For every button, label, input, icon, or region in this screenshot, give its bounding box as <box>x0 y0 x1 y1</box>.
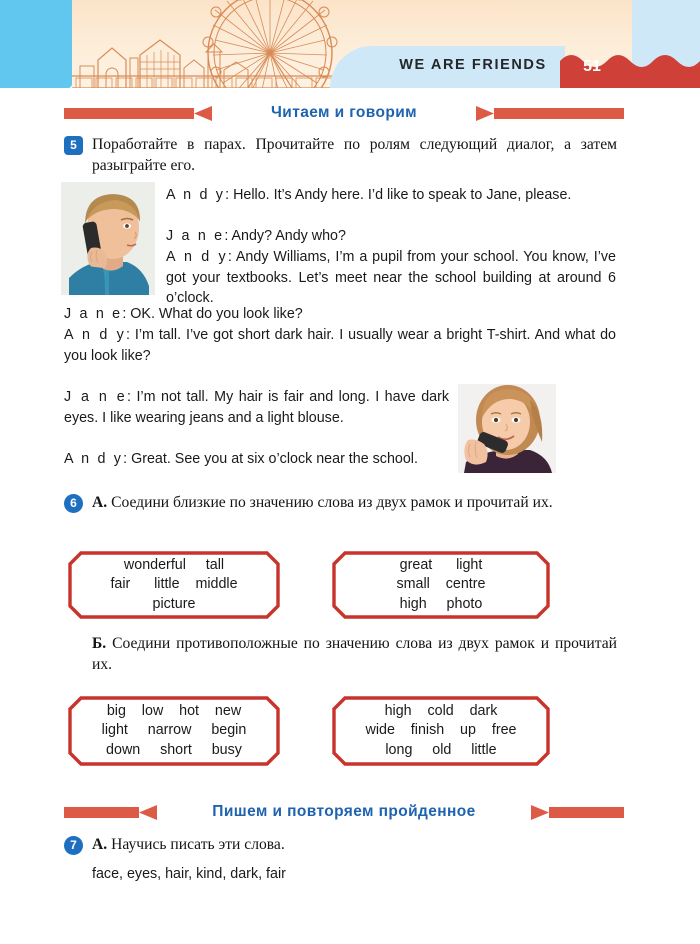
header-cyan-block <box>0 0 72 88</box>
unit-title: WE ARE FRIENDS <box>399 57 547 73</box>
word-row: big low hot new <box>106 702 242 719</box>
word-row: high cold dark <box>384 702 498 719</box>
dialogue-line-2 <box>166 226 616 247</box>
word-box-b-left[interactable] <box>68 696 280 766</box>
dialogue-text: I’m not tall. My hair is fair and long. I have dark eyes. I like wearing jeans and a light blouse. <box>64 389 449 426</box>
word-row: fair little middle <box>110 576 238 593</box>
exercise-number-5: 5 <box>64 136 83 155</box>
page-header <box>0 0 700 96</box>
exercise-number-6: 6 <box>64 494 83 513</box>
part-b-instruction-text: Соедини противоположные по значению слова из двух рамок и прочитай их. <box>92 635 617 673</box>
dialogue-colon: : <box>126 389 137 405</box>
dialogue-text: I’m tall. I’ve got short dark hair. I usually wear a bright T-shirt. And what do you look like? <box>64 327 616 364</box>
word-box-b-right-words <box>332 696 550 766</box>
word-row: long old little <box>385 741 497 758</box>
section-banner-reading <box>64 102 624 124</box>
word-box-a-left-words <box>68 551 280 619</box>
word-row: great light <box>399 556 483 573</box>
speaker-name: A n d y <box>166 187 226 203</box>
dialogue-colon: : <box>225 187 234 203</box>
section-title: Читаем и говорим <box>270 104 418 121</box>
dialogue-line-3 <box>166 247 616 309</box>
part-a-instruction-text: Соедини близкие по значению слова из двух рамок и прочитай их. <box>111 494 553 511</box>
dialogue-colon: : <box>224 228 232 244</box>
word-row: wide finish up free <box>365 722 517 739</box>
dialogue-colon: : <box>227 249 236 265</box>
word-row: down short busy <box>106 741 242 758</box>
word-box-b-left-words <box>68 696 280 766</box>
speaker-name: A n d y <box>64 451 124 467</box>
exercise-5-instruction: Поработайте в парах. Прочитайте по ролям следующий диалог, а затем разыграйте его. <box>92 136 617 174</box>
dialogue-line-4 <box>64 304 616 325</box>
speaker-name: A n d y <box>64 327 126 343</box>
part-label-a: А. <box>92 494 108 511</box>
word-row: small centre <box>396 576 486 593</box>
speaker-name: A n d y <box>166 249 228 265</box>
dialogue-text: Hello. It’s Andy here. I’d like to speak to Jane, please. <box>233 187 572 203</box>
word-row: light narrow begin <box>101 722 247 739</box>
exercise-7-instruction-text: Научись писать эти слова. <box>111 836 285 853</box>
speaker-name: J a n e <box>166 228 225 244</box>
photo-boy-on-phone <box>61 182 155 295</box>
part-label-a: А. <box>92 836 108 853</box>
photo-girl-on-phone <box>458 384 556 473</box>
dialogue-colon: : <box>123 451 132 467</box>
dialogue-line-5 <box>64 325 616 366</box>
exercise-6-part-a-instruction <box>92 492 617 513</box>
word-row: wonderful tall <box>123 556 225 573</box>
dialogue-colon: : <box>125 327 135 343</box>
exercise-number-7: 7 <box>64 836 83 855</box>
word-row: high photo <box>399 595 483 612</box>
dialogue-colon: : <box>122 306 131 322</box>
exercise-7-instruction <box>92 834 617 855</box>
speaker-name: J a n e <box>64 389 127 405</box>
word-box-a-right[interactable] <box>332 551 550 619</box>
part-label-b: Б. <box>92 635 107 652</box>
word-box-b-right[interactable] <box>332 696 550 766</box>
word-row: picture <box>152 595 196 612</box>
word-box-a-left[interactable] <box>68 551 280 619</box>
dialogue-text: Andy? Andy who? <box>231 228 346 244</box>
dialogue-line-6 <box>64 387 449 428</box>
exercise-6-part-b-instruction <box>92 633 617 675</box>
dialogue-text: Great. See you at six o’clock near the school. <box>131 451 418 467</box>
dialogue-text: OK. What do you look like? <box>130 306 303 322</box>
section-banner-writing <box>64 801 624 823</box>
dialogue-line-1 <box>166 185 616 206</box>
section-title: Пишем и повторяем пройденное <box>212 803 476 820</box>
word-box-a-right-words <box>332 551 550 619</box>
dialogue-line-7 <box>64 449 449 470</box>
dialogue-text: Andy Williams, I’m a pupil from your school. You know, I’ve got your textbooks. Let’s meet near the school building at around 6 o’clock. <box>166 249 616 307</box>
exercise-7-words: face, eyes, hair, kind, dark, fair <box>92 866 286 882</box>
speaker-name: J a n e <box>64 306 123 322</box>
page-number: 51 <box>583 58 601 75</box>
